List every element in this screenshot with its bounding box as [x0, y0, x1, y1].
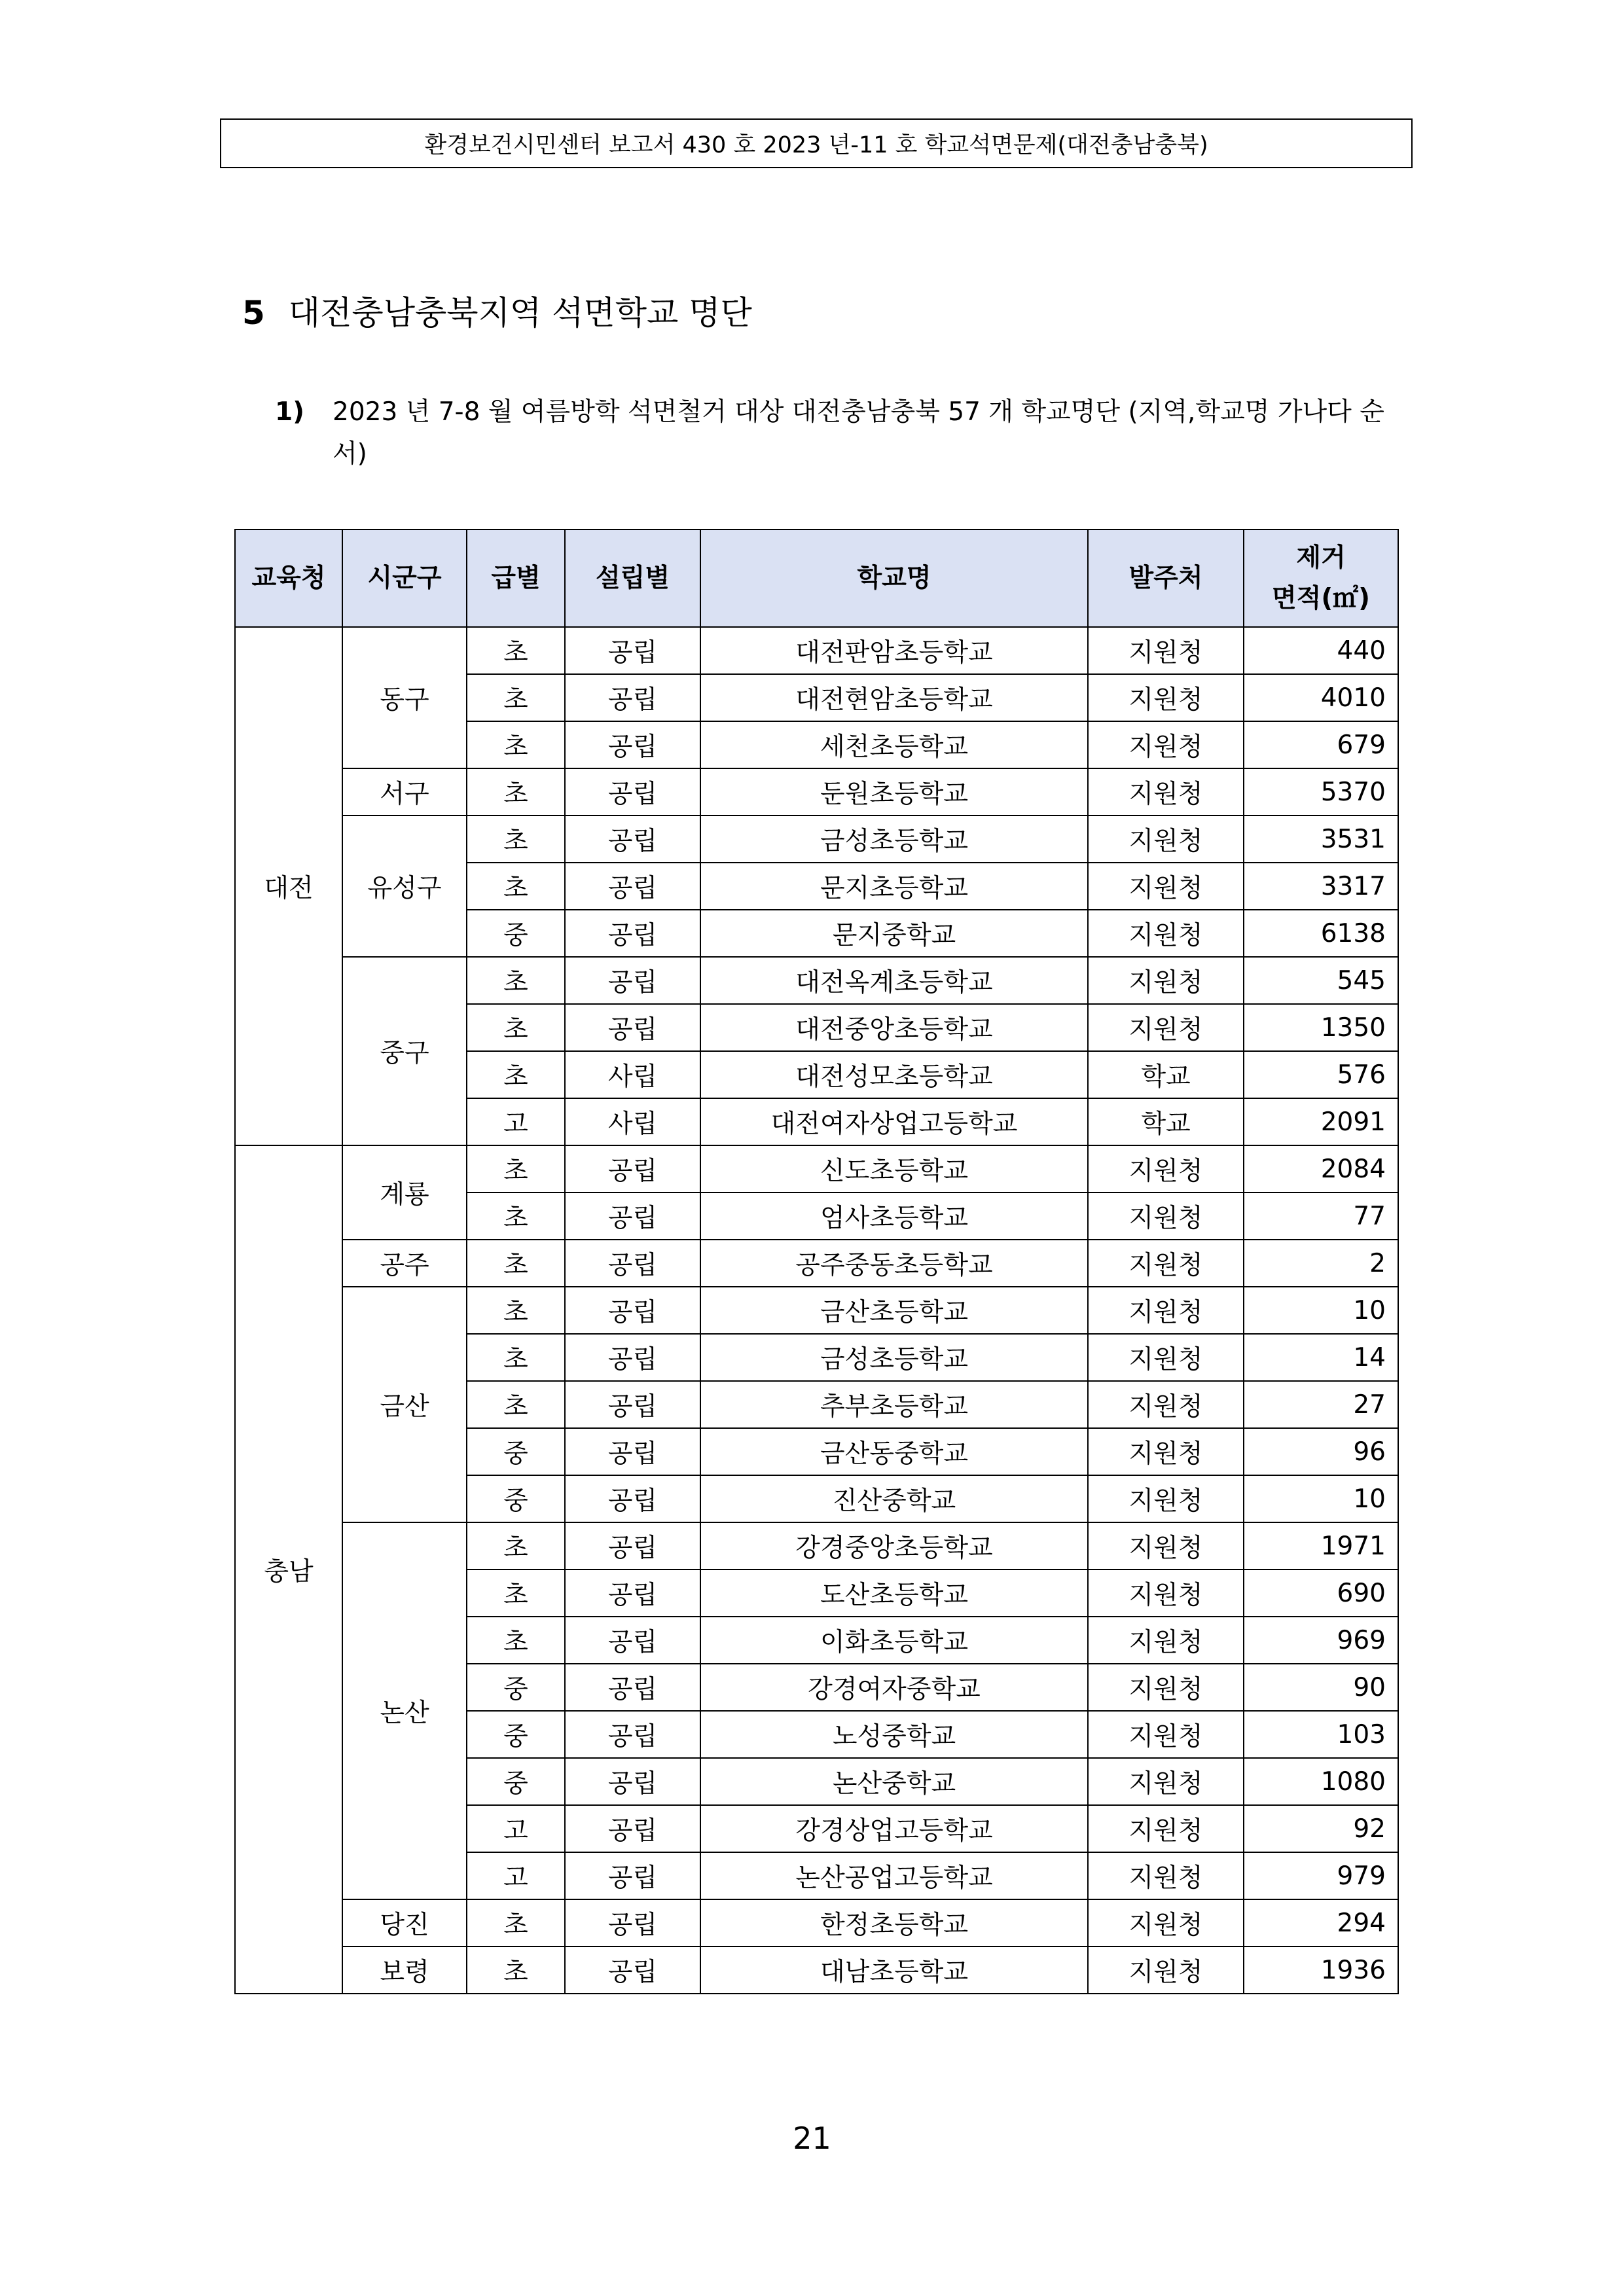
cell-level: 초: [467, 627, 565, 674]
cell-founding: 공립: [565, 1004, 700, 1051]
cell-district: 논산: [342, 1522, 467, 1899]
cell-founding: 공립: [565, 1711, 700, 1758]
table-body: [235, 627, 1398, 1994]
section-heading: [242, 293, 752, 332]
cell-area: 545: [1244, 957, 1398, 1004]
cell-level: 초: [467, 957, 565, 1004]
cell-level: 고: [467, 1852, 565, 1899]
cell-founding: 공립: [565, 1664, 700, 1711]
cell-school-name: 신도초등학교: [700, 1145, 1088, 1193]
cell-orderer: 지원청: [1088, 1004, 1244, 1051]
cell-orderer: 지원청: [1088, 627, 1244, 674]
cell-founding: 공립: [565, 1145, 700, 1193]
table-row: [235, 816, 1398, 863]
cell-school-name: 대남초등학교: [700, 1946, 1088, 1994]
cell-founding: 공립: [565, 721, 700, 768]
cell-founding: 공립: [565, 1287, 700, 1334]
cell-school-name: 엄사초등학교: [700, 1193, 1088, 1240]
cell-school-name: 금산동중학교: [700, 1428, 1088, 1475]
cell-area: 969: [1244, 1617, 1398, 1664]
table-row: [235, 1946, 1398, 1994]
cell-orderer: 지원청: [1088, 1946, 1244, 1994]
cell-area: 90: [1244, 1664, 1398, 1711]
header-school: 학교명: [700, 529, 1088, 627]
cell-school-name: 둔원초등학교: [700, 768, 1088, 816]
cell-school-name: 진산중학교: [700, 1475, 1088, 1522]
cell-school-name: 금성초등학교: [700, 1334, 1088, 1381]
cell-level: 고: [467, 1098, 565, 1145]
cell-founding: 공립: [565, 1852, 700, 1899]
cell-orderer: 지원청: [1088, 1381, 1244, 1428]
cell-founding: 공립: [565, 863, 700, 910]
cell-founding: 공립: [565, 816, 700, 863]
cell-level: 중: [467, 1664, 565, 1711]
subsection-number: 1): [275, 397, 304, 427]
subsection-text: 2023 년 7-8 월 여름방학 석면철거 대상 대전충남충북 57 개 학교명단 (지역,학교명 가나다 순서): [333, 397, 1384, 469]
cell-founding: 공립: [565, 1570, 700, 1617]
cell-area: 3317: [1244, 863, 1398, 910]
cell-orderer: 지원청: [1088, 957, 1244, 1004]
cell-founding: 공립: [565, 1240, 700, 1287]
header-district: 시군구: [342, 529, 467, 627]
cell-founding: 공립: [565, 957, 700, 1004]
cell-level: 초: [467, 1004, 565, 1051]
cell-school-name: 강경여자중학교: [700, 1664, 1088, 1711]
cell-orderer: 지원청: [1088, 1334, 1244, 1381]
cell-district: 유성구: [342, 816, 467, 957]
cell-orderer: 지원청: [1088, 1193, 1244, 1240]
cell-school-name: 대전판암초등학교: [700, 627, 1088, 674]
cell-orderer: 지원청: [1088, 1852, 1244, 1899]
cell-area: 1350: [1244, 1004, 1398, 1051]
cell-school-name: 금산초등학교: [700, 1287, 1088, 1334]
cell-founding: 공립: [565, 1617, 700, 1664]
cell-level: 중: [467, 1758, 565, 1805]
cell-founding: 공립: [565, 1475, 700, 1522]
cell-area: 6138: [1244, 910, 1398, 957]
header-area-line2: 면적(㎡): [1272, 583, 1370, 613]
cell-school-name: 금성초등학교: [700, 816, 1088, 863]
cell-area: 2: [1244, 1240, 1398, 1287]
table-row: [235, 768, 1398, 816]
cell-area: 27: [1244, 1381, 1398, 1428]
cell-level: 중: [467, 1428, 565, 1475]
cell-school-name: 세천초등학교: [700, 721, 1088, 768]
table-row: [235, 1287, 1398, 1334]
cell-orderer: 지원청: [1088, 1899, 1244, 1946]
cell-area: 77: [1244, 1193, 1398, 1240]
cell-level: 초: [467, 674, 565, 721]
cell-orderer: 지원청: [1088, 1758, 1244, 1805]
cell-level: 초: [467, 1240, 565, 1287]
cell-level: 초: [467, 768, 565, 816]
cell-level: 초: [467, 1617, 565, 1664]
header-level: 급별: [467, 529, 565, 627]
cell-founding: 공립: [565, 1758, 700, 1805]
cell-district: 동구: [342, 627, 467, 768]
cell-orderer: 지원청: [1088, 1145, 1244, 1193]
cell-area: 1080: [1244, 1758, 1398, 1805]
cell-orderer: 지원청: [1088, 1570, 1244, 1617]
cell-level: 초: [467, 1946, 565, 1994]
cell-school-name: 문지초등학교: [700, 863, 1088, 910]
cell-area: 10: [1244, 1287, 1398, 1334]
cell-level: 고: [467, 1805, 565, 1852]
section-title: 대전충남충북지역 석면학교 명단: [288, 294, 752, 332]
table-row: [235, 1522, 1398, 1570]
cell-school-name: 대전옥계초등학교: [700, 957, 1088, 1004]
cell-founding: 공립: [565, 1193, 700, 1240]
cell-orderer: 지원청: [1088, 674, 1244, 721]
cell-district: 중구: [342, 957, 467, 1145]
cell-level: 초: [467, 1899, 565, 1946]
cell-school-name: 대전중앙초등학교: [700, 1004, 1088, 1051]
cell-area: 1936: [1244, 1946, 1398, 1994]
cell-area: 92: [1244, 1805, 1398, 1852]
cell-orderer: 지원청: [1088, 1664, 1244, 1711]
cell-area: 10: [1244, 1475, 1398, 1522]
cell-school-name: 대전성모초등학교: [700, 1051, 1088, 1098]
cell-school-name: 문지중학교: [700, 910, 1088, 957]
header-founding: 설립별: [565, 529, 700, 627]
header-orderer: 발주처: [1088, 529, 1244, 627]
cell-school-name: 노성중학교: [700, 1711, 1088, 1758]
section-number: 5: [242, 294, 265, 332]
cell-district: 당진: [342, 1899, 467, 1946]
cell-district: 금산: [342, 1287, 467, 1522]
cell-area: 14: [1244, 1334, 1398, 1381]
cell-level: 중: [467, 910, 565, 957]
cell-area: 690: [1244, 1570, 1398, 1617]
cell-level: 초: [467, 721, 565, 768]
cell-school-name: 한정초등학교: [700, 1899, 1088, 1946]
cell-area: 979: [1244, 1852, 1398, 1899]
cell-school-name: 논산공업고등학교: [700, 1852, 1088, 1899]
page-number: 21: [793, 2121, 831, 2156]
table-row: [235, 1145, 1398, 1193]
cell-level: 초: [467, 816, 565, 863]
cell-district: 보령: [342, 1946, 467, 1994]
cell-level: 초: [467, 1381, 565, 1428]
cell-district: 서구: [342, 768, 467, 816]
cell-level: 초: [467, 1145, 565, 1193]
cell-orderer: 지원청: [1088, 1428, 1244, 1475]
cell-area: 5370: [1244, 768, 1398, 816]
cell-office: 충남: [235, 1145, 342, 1994]
cell-founding: 공립: [565, 674, 700, 721]
cell-orderer: 지원청: [1088, 768, 1244, 816]
cell-level: 초: [467, 1193, 565, 1240]
cell-school-name: 도산초등학교: [700, 1570, 1088, 1617]
header-office: 교육청: [235, 529, 342, 627]
cell-area: 440: [1244, 627, 1398, 674]
cell-founding: 공립: [565, 768, 700, 816]
cell-founding: 공립: [565, 1334, 700, 1381]
cell-school-name: 대전현암초등학교: [700, 674, 1088, 721]
cell-orderer: 지원청: [1088, 1617, 1244, 1664]
cell-area: 103: [1244, 1711, 1398, 1758]
cell-level: 초: [467, 1522, 565, 1570]
table-header-row: [235, 529, 1398, 627]
cell-area: 3531: [1244, 816, 1398, 863]
cell-area: 679: [1244, 721, 1398, 768]
table-row: [235, 1899, 1398, 1946]
cell-level: 초: [467, 1287, 565, 1334]
cell-office: 대전: [235, 627, 342, 1145]
cell-level: 초: [467, 1051, 565, 1098]
subsection-heading: [275, 391, 1388, 475]
cell-founding: 공립: [565, 1805, 700, 1852]
cell-founding: 공립: [565, 910, 700, 957]
table-row: [235, 1240, 1398, 1287]
cell-level: 중: [467, 1475, 565, 1522]
cell-founding: 공립: [565, 1946, 700, 1994]
cell-school-name: 공주중동초등학교: [700, 1240, 1088, 1287]
cell-school-name: 강경상업고등학교: [700, 1805, 1088, 1852]
document-header: [220, 118, 1413, 168]
cell-orderer: 지원청: [1088, 1522, 1244, 1570]
cell-orderer: 지원청: [1088, 910, 1244, 957]
cell-area: 4010: [1244, 674, 1398, 721]
cell-orderer: 지원청: [1088, 1287, 1244, 1334]
cell-level: 초: [467, 863, 565, 910]
document-header-text: 환경보건시민센터 보고서 430 호 2023 년-11 호 학교석면문제(대전충남충북): [424, 132, 1208, 158]
cell-school-name: 대전여자상업고등학교: [700, 1098, 1088, 1145]
cell-orderer: 지원청: [1088, 1475, 1244, 1522]
cell-level: 초: [467, 1570, 565, 1617]
table-row: [235, 957, 1398, 1004]
cell-founding: 사립: [565, 1051, 700, 1098]
cell-school-name: 논산중학교: [700, 1758, 1088, 1805]
cell-area: 576: [1244, 1051, 1398, 1098]
cell-founding: 사립: [565, 1098, 700, 1145]
cell-school-name: 이화초등학교: [700, 1617, 1088, 1664]
cell-level: 중: [467, 1711, 565, 1758]
cell-orderer: 지원청: [1088, 721, 1244, 768]
cell-orderer: 지원청: [1088, 1240, 1244, 1287]
school-list-table: [234, 529, 1399, 1994]
cell-district: 공주: [342, 1240, 467, 1287]
cell-founding: 공립: [565, 627, 700, 674]
cell-area: 2091: [1244, 1098, 1398, 1145]
header-area-line1: 제거: [1296, 543, 1346, 573]
cell-founding: 공립: [565, 1899, 700, 1946]
cell-orderer: 학교: [1088, 1098, 1244, 1145]
cell-school-name: 강경중앙초등학교: [700, 1522, 1088, 1570]
cell-orderer: 지원청: [1088, 816, 1244, 863]
cell-founding: 공립: [565, 1428, 700, 1475]
cell-orderer: 지원청: [1088, 863, 1244, 910]
cell-orderer: 학교: [1088, 1051, 1244, 1098]
cell-area: 2084: [1244, 1145, 1398, 1193]
header-area: [1244, 529, 1398, 627]
cell-founding: 공립: [565, 1381, 700, 1428]
cell-orderer: 지원청: [1088, 1805, 1244, 1852]
cell-founding: 공립: [565, 1522, 700, 1570]
cell-area: 96: [1244, 1428, 1398, 1475]
cell-area: 294: [1244, 1899, 1398, 1946]
table-row: [235, 627, 1398, 674]
cell-district: 계룡: [342, 1145, 467, 1240]
cell-level: 초: [467, 1334, 565, 1381]
cell-school-name: 추부초등학교: [700, 1381, 1088, 1428]
cell-area: 1971: [1244, 1522, 1398, 1570]
cell-orderer: 지원청: [1088, 1711, 1244, 1758]
